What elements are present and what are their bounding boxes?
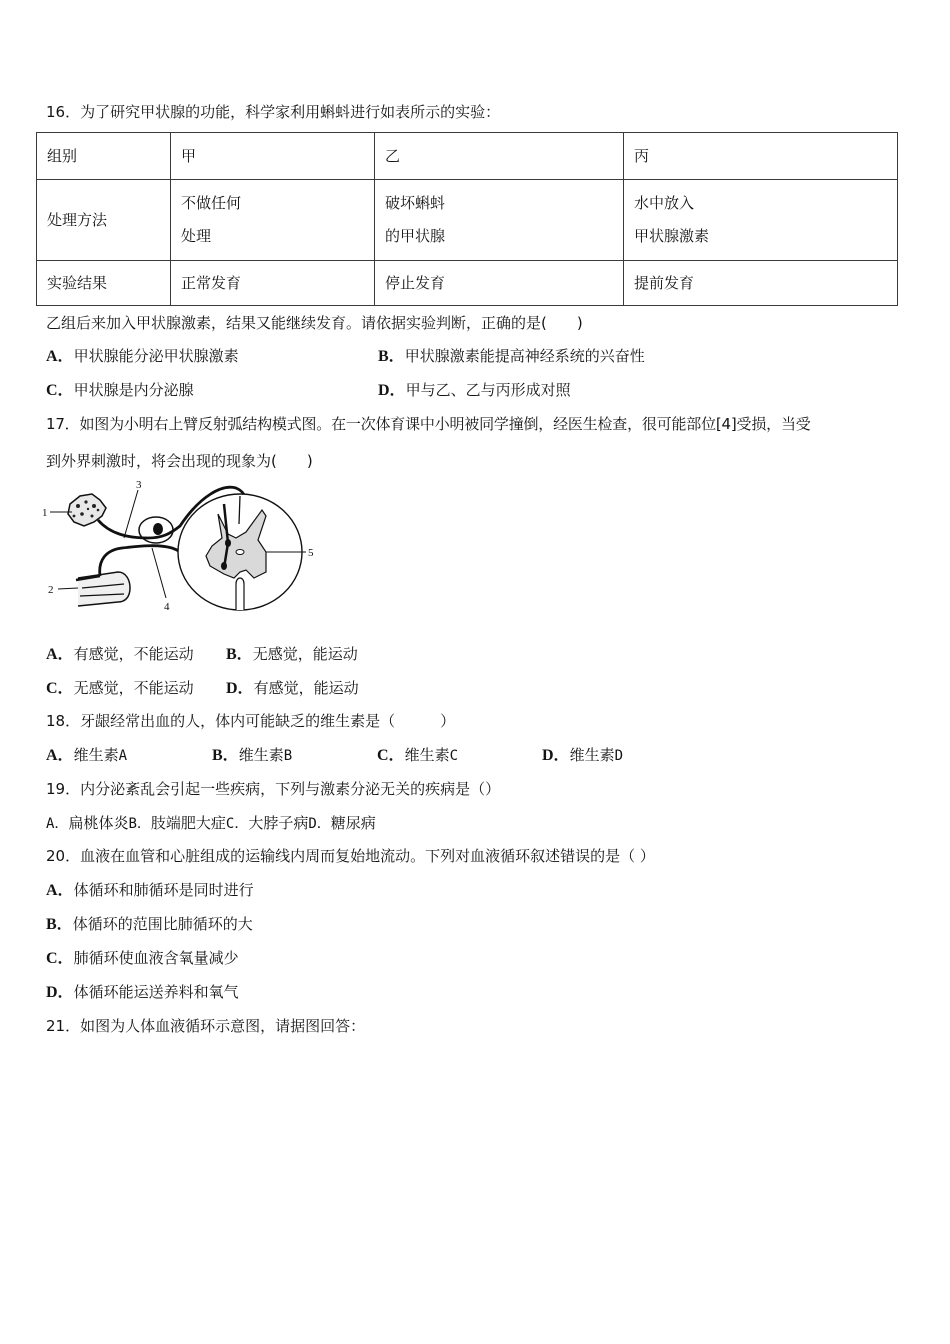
option-letter: B xyxy=(283,748,293,764)
cell-text: 水中放入 xyxy=(634,194,695,212)
option-text: 甲状腺激素能提高神经系统的兴奋性 xyxy=(404,347,645,365)
option-letter: A xyxy=(118,748,128,764)
q21-stem: 21．如图为人体血液循环示意图，请据图回答： xyxy=(46,1017,366,1035)
cell-text: 的甲状腺 xyxy=(385,227,446,245)
q16-option-a xyxy=(46,346,239,367)
q20-option-b xyxy=(46,914,253,935)
cell-text: 停止发育 xyxy=(385,273,446,292)
cell-text: 甲 xyxy=(181,146,197,165)
option-text: 体循环和肺循环是同时进行 xyxy=(73,881,254,899)
table-cell xyxy=(375,261,624,306)
table-cell xyxy=(171,261,375,306)
label-3: 3 xyxy=(136,479,142,491)
option-text: 肢端肥大症 xyxy=(150,814,226,832)
label-1: 1 xyxy=(42,507,48,519)
table-cell xyxy=(624,180,898,261)
q17-option-a xyxy=(46,644,194,665)
q16-stem xyxy=(46,102,500,122)
option-text: 维生素 xyxy=(238,746,284,764)
option-letter: C xyxy=(449,748,459,764)
option-text: 糖尿病 xyxy=(330,814,376,832)
q16-experiment-table xyxy=(36,132,898,306)
q16-stem-text: 16．为了研究甲状腺的功能，科学家利用蝌蚪进行如表所示的实验： xyxy=(46,103,501,121)
cell-text: 不做任何 xyxy=(181,194,242,212)
option-label: C． xyxy=(225,816,249,832)
label-4: 4 xyxy=(164,601,170,613)
label-5: 5 xyxy=(308,547,314,559)
q17-option-b xyxy=(226,644,358,665)
cell-text: 处理 xyxy=(181,227,212,245)
option-label: A． xyxy=(46,747,74,764)
table-cell xyxy=(375,180,624,261)
q18-option-a xyxy=(46,745,127,766)
q16-follow-up: 乙组后来加入甲状腺激素，结果又能继续发育。请依据实验判断，正确的是( ) xyxy=(46,314,583,332)
option-label: A． xyxy=(46,646,74,663)
option-text: 甲与乙、乙与丙形成对照 xyxy=(405,381,571,399)
cell-text: 丙 xyxy=(634,146,650,165)
q20-option-d xyxy=(46,982,239,1003)
cell-text: 正常发育 xyxy=(181,273,242,292)
q17-option-c xyxy=(46,678,194,699)
table-cell xyxy=(624,133,898,180)
cell-text: 甲状腺激素 xyxy=(634,227,710,245)
q17-option-d xyxy=(226,678,359,699)
table-header-cell: 实验结果 xyxy=(37,261,171,306)
table-row-group xyxy=(37,133,898,180)
option-text: 有感觉，不能运动 xyxy=(73,645,194,663)
option-text: 维生素 xyxy=(404,746,450,764)
effector-icon xyxy=(76,572,130,606)
option-label: A． xyxy=(46,882,74,899)
q20-stem: 20．血液在血管和心脏组成的运输线内周而复始地流动。下列对血液循环叙述错误的是（ ） xyxy=(46,847,655,865)
table-row-method xyxy=(37,180,898,261)
option-label: B． xyxy=(226,646,253,663)
option-label: D． xyxy=(542,747,570,764)
reflex-arc-diagram xyxy=(40,476,320,621)
q19-options xyxy=(46,813,376,834)
q18-stem: 18．牙龈经常出血的人，体内可能缺乏的维生素是（ ） xyxy=(46,712,456,730)
table-row-result xyxy=(37,261,898,306)
table-cell xyxy=(624,261,898,306)
q18-option-b xyxy=(212,745,292,766)
q18-option-c xyxy=(377,745,458,766)
option-letter: D xyxy=(614,748,624,764)
q20-option-c xyxy=(46,948,239,969)
label-2: 2 xyxy=(48,584,54,596)
table-header-cell: 组别 xyxy=(37,133,171,180)
option-text: 无感觉，不能运动 xyxy=(73,679,194,697)
table-cell xyxy=(375,133,624,180)
q16-option-d xyxy=(378,380,571,401)
option-label: D． xyxy=(378,382,406,399)
cell-text: 乙 xyxy=(385,146,401,165)
table-cell xyxy=(171,133,375,180)
option-text: 无感觉，能运动 xyxy=(252,645,358,663)
option-label: B． xyxy=(128,816,151,832)
option-label: C． xyxy=(46,680,74,697)
table-header-cell: 处理方法 xyxy=(37,180,171,261)
reflex-arc-illustration xyxy=(40,476,320,621)
option-text: 有感觉，能运动 xyxy=(253,679,359,697)
option-label: C． xyxy=(377,747,405,764)
option-label: B． xyxy=(212,747,239,764)
option-label: B． xyxy=(378,348,405,365)
option-text: 体循环的范围比肺循环的大 xyxy=(72,915,253,933)
cell-text: 破坏蝌蚪 xyxy=(385,194,446,212)
q20-option-a xyxy=(46,880,254,901)
q16-option-b xyxy=(378,346,645,367)
option-text: 维生素 xyxy=(73,746,119,764)
option-label: A． xyxy=(46,816,69,832)
option-label: C． xyxy=(46,382,74,399)
cell-text: 提前发育 xyxy=(634,273,695,292)
q19-stem: 19．内分泌紊乱会引起一些疾病，下列与激素分泌无关的疾病是（） xyxy=(46,780,501,798)
option-label: C． xyxy=(46,950,74,967)
q18-option-d xyxy=(542,745,623,766)
option-label: D． xyxy=(46,984,74,1001)
option-label: A． xyxy=(46,348,74,365)
q16-option-c xyxy=(46,380,194,401)
option-text: 维生素 xyxy=(569,746,615,764)
option-label: D． xyxy=(308,816,331,832)
option-text: 体循环能运送养料和氧气 xyxy=(73,983,239,1001)
option-text: 扁桃体炎 xyxy=(68,814,129,832)
option-text: 甲状腺能分泌甲状腺激素 xyxy=(73,347,239,365)
option-label: D． xyxy=(226,680,254,697)
option-label: B． xyxy=(46,916,73,933)
option-text: 大脖子病 xyxy=(248,814,309,832)
option-text: 甲状腺是内分泌腺 xyxy=(73,381,194,399)
q17-stem-line2: 到外界刺激时，将会出现的现象为( ) xyxy=(46,452,313,470)
table-cell xyxy=(171,180,375,261)
q17-stem-line1: 17．如图为小明右上臂反射弧结构模式图。在一次体育课中小明被同学撞倒，经医生检查，很可能部位[4]受损，当受 xyxy=(46,415,811,433)
option-text: 肺循环使血液含氧量减少 xyxy=(73,949,239,967)
